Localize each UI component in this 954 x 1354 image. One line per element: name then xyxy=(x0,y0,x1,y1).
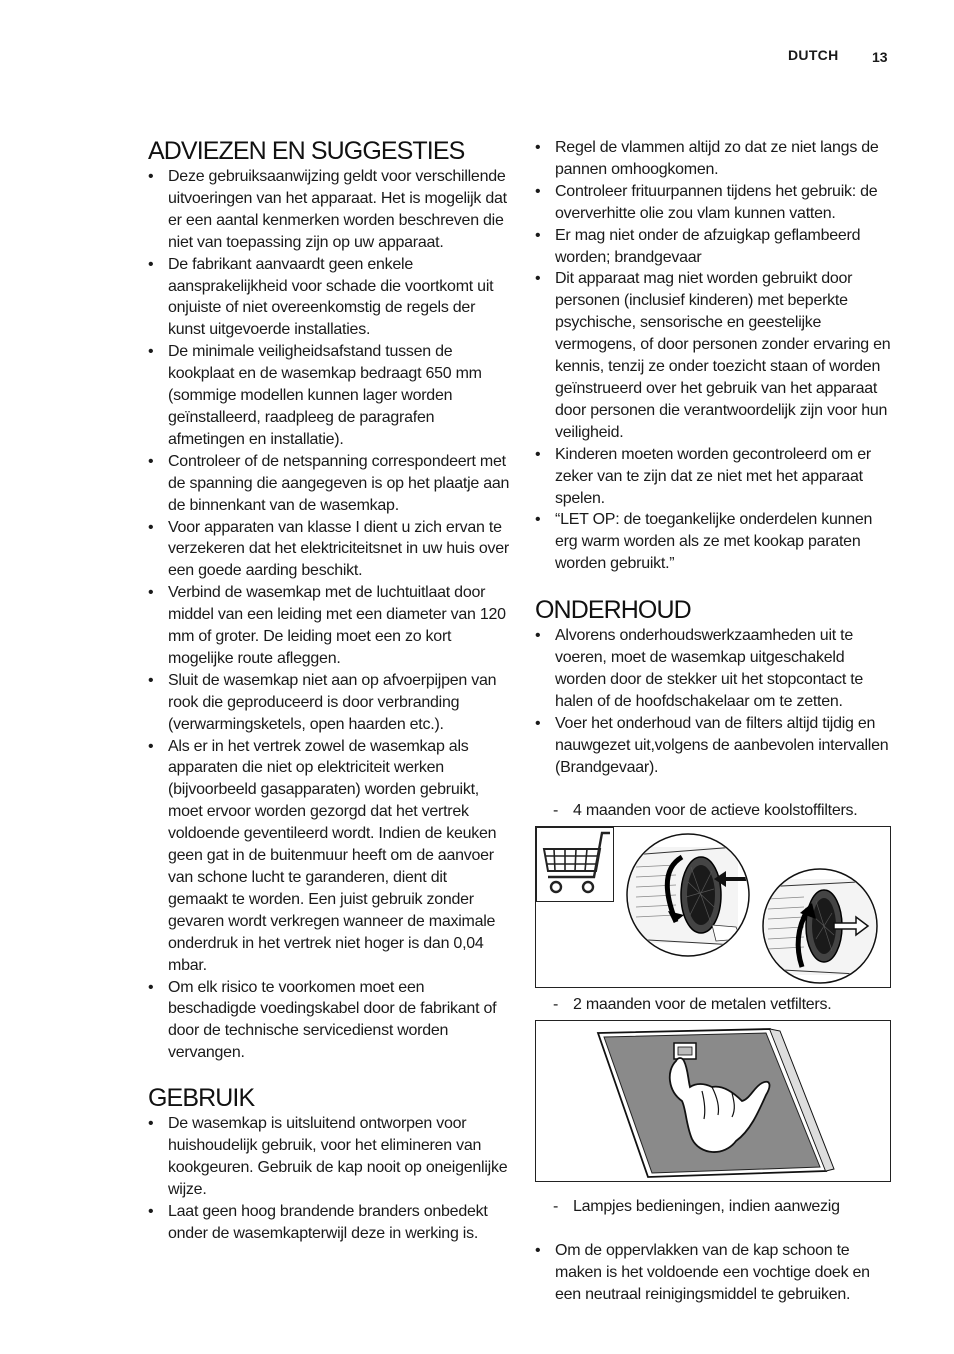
list-item: • Deze gebruiksaanwijzing geldt voor verschillende uitvoeringen van het apparaat. Het is mogelijk dat er een aantal kenmerken worden beschreven die niet van toepassing zijn op uw apparaat. xyxy=(148,166,510,254)
charcoal-filter-figure xyxy=(535,826,891,988)
interval-lamps: - Lampjes bedieningen, indien aanwezig xyxy=(535,1196,895,1218)
list-item: • Controleer frituurpannen tijdens het gebruik: de oververhitte olie zou vlam kunnen vatten. xyxy=(535,181,895,225)
list-item: • De wasemkap is uitsluitend ontworpen voor huishoudelijk gebruik, voor het elimineren van kookgeuren. Gebruik de kap nooit op oneigenlijke wijze. xyxy=(148,1113,510,1201)
list-item: • Als er in het vertrek zowel de wasemkap als apparaten die niet op elektriciteit werken (bijvoorbeeld gasapparaten) worden gebruikt, moet ervoor worden gezorgd dat het vertrek voldoende geventileerd wordt. Indien de keuken geen gat in de buitenmuur heeft om de aanvoer van schone lucht te garanderen, dient dit gemaakt te worden. Een juist gebruik zonder gevaren wordt verkregen wanneer de maximale onderdruk in het vertrek niet hoger is dan 0,04 mbar. xyxy=(148,736,510,977)
list-item: • De minimale veiligheidsafstand tussen de kookplaat en de wasemkap bedraagt 650 mm (sommige modellen kunnen lager worden geïnstalleerd, raadpleeg de paragrafen afmetingen en installatie). xyxy=(148,341,510,451)
grease-filter-figure xyxy=(535,1020,891,1182)
list-item: • Om de oppervlakken van de kap schoon te maken is het voldoende een vochtige doek en een neutraal reinigingsmiddel te gebruiken. xyxy=(535,1240,895,1306)
advice-list xyxy=(148,166,510,1064)
advice-heading: ADVIEZEN EN SUGGESTIES xyxy=(148,137,465,165)
page-number: 13 xyxy=(872,49,888,65)
list-item: • Om elk risico te voorkomen moet een beschadigde voedingskabel door de fabrikant of door de technische servicedienst worden vervangen. xyxy=(148,977,510,1065)
charcoal-filter-removal-illustration xyxy=(763,869,877,983)
list-item: • De fabrikant aanvaardt geen enkele aansprakelijkheid voor schade die voortkomt uit onjuiste of niet overeenkomstig de regels der kunst uitgevoerde installaties. xyxy=(148,254,510,342)
maintenance-heading: ONDERHOUD xyxy=(535,596,691,625)
grease-filter-illustration xyxy=(598,1029,834,1177)
maintenance-list xyxy=(535,625,895,778)
list-item: • Laat geen hoog brandende branders onbedekt onder de wasemkapterwijl deze in werking is. xyxy=(148,1201,510,1245)
right-column xyxy=(535,137,895,1306)
usage-heading: GEBRUIK xyxy=(148,1084,255,1113)
list-item: • Kinderen moeten worden gecontroleerd om er zeker van te zijn dat ze niet met het apparaat spelen. xyxy=(535,444,895,510)
usage-list-continued xyxy=(535,137,895,575)
list-item: • Dit apparaat mag niet worden gebruikt door personen (inclusief kinderen) met beperkte psychische, sensorische en geestelijke vermogens, of door personen zonder ervaring en kennis, tenzij ze onder toezicht staan of worden geïnstrueerd over het gebruik van het apparaat door personen die verantwoordelijk zijn voor hun veiligheid. xyxy=(535,268,895,443)
list-item: • Regel de vlammen altijd zo dat ze niet langs de pannen omhoogkomen. xyxy=(535,137,895,181)
left-column xyxy=(148,137,510,1245)
list-item: • Verbind de wasemkap met de luchtuitlaat door middel van een leiding met een diameter van 120 mm of groter. De leiding moet een zo kort mogelijke route afleggen. xyxy=(148,582,510,670)
interval-charcoal: - 4 maanden voor de actieve koolstoffilters. xyxy=(535,800,895,822)
list-item: • “LET OP: de toegankelijke onderdelen kunnen erg warm worden als ze met kookap paraten worden gebruikt.” xyxy=(535,509,895,575)
list-item: • Alvorens onderhoudswerkzaamheden uit te voeren, moet de wasemkap uitgeschakeld worden door de stekker uit het stopcontact te halen of de hoofdschakelaar om te zetten. xyxy=(535,625,895,713)
header-language: DUTCH xyxy=(788,47,839,63)
interval-metal: - 2 maanden voor de metalen vetfilters. xyxy=(535,994,895,1016)
charcoal-filter-illustration xyxy=(627,834,750,956)
list-item: • Sluit de wasemkap niet aan op afvoerpijpen van rook die geproduceerd is door verbranding (verwarmingsketels, open haarden etc.). xyxy=(148,670,510,736)
list-item: • Voer het onderhoud van de filters altijd tijdig en nauwgezet uit,volgens de aanbevolen intervallen (Brandgevaar). xyxy=(535,713,895,779)
cleaning-list xyxy=(535,1240,895,1306)
list-item: • Er mag niet onder de afzuigkap geflambeerd worden; brandgevaar xyxy=(535,225,895,269)
list-item: • Voor apparaten van klasse I dient u zich ervan te verzekeren dat het elektriciteitsnet in uw huis over een goede aarding beschikt. xyxy=(148,517,510,583)
usage-list xyxy=(148,1113,510,1244)
list-item: • Controleer of de netspanning correspondeert met de spanning die aangegeven is op het plaatje aan de binnenkant van de wasemkap. xyxy=(148,451,510,517)
